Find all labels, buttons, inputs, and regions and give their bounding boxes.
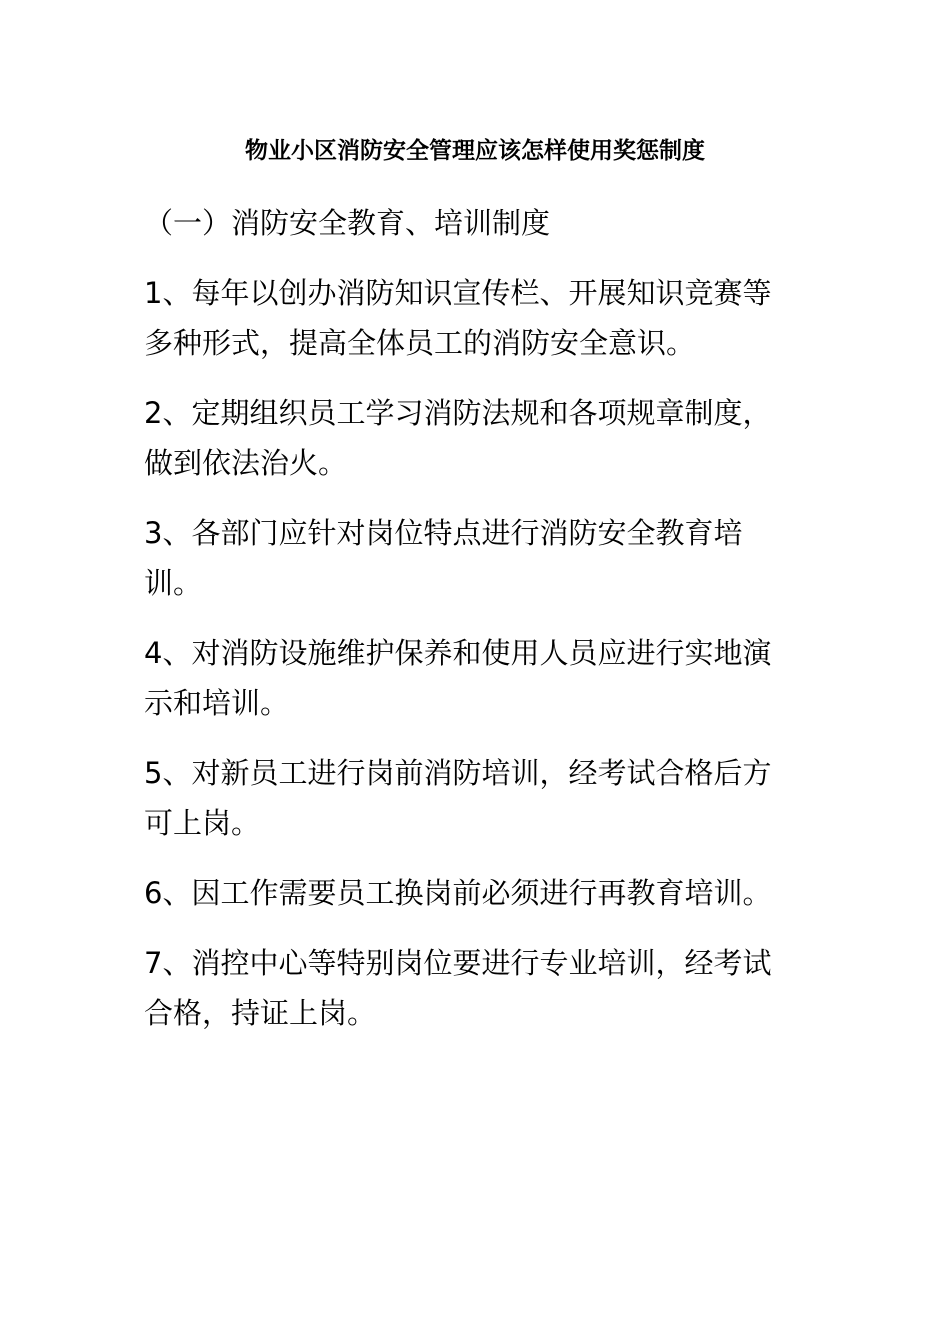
list-item-2: 2、定期组织员工学习消防法规和各项规章制度，做到依法治火。 bbox=[144, 396, 772, 480]
list-item-3: 3、各部门应针对岗位特点进行消防安全教育培训。 bbox=[144, 516, 743, 600]
list-item-4: 4、对消防设施维护保养和使用人员应进行实地演示和培训。 bbox=[144, 636, 772, 720]
list-item-1: 1、每年以创办消防知识宣传栏、开展知识竞赛等多种形式，提高全体员工的消防安全意识。 bbox=[144, 276, 772, 360]
list-item-7: 7、消控中心等特别岗位要进行专业培训，经考试合格，持证上岗。 bbox=[144, 946, 772, 1030]
list-item-6: 6、因工作需要员工换岗前必须进行再教育培训。 bbox=[144, 876, 772, 910]
list-item-5: 5、对新员工进行岗前消防培训，经考试合格后方可上岗。 bbox=[144, 756, 772, 840]
document-title: 物业小区消防安全管理应该怎样使用奖惩制度 bbox=[245, 138, 705, 164]
section-heading: （一）消防安全教育、培训制度 bbox=[144, 206, 551, 240]
document-body bbox=[144, 198, 800, 1058]
